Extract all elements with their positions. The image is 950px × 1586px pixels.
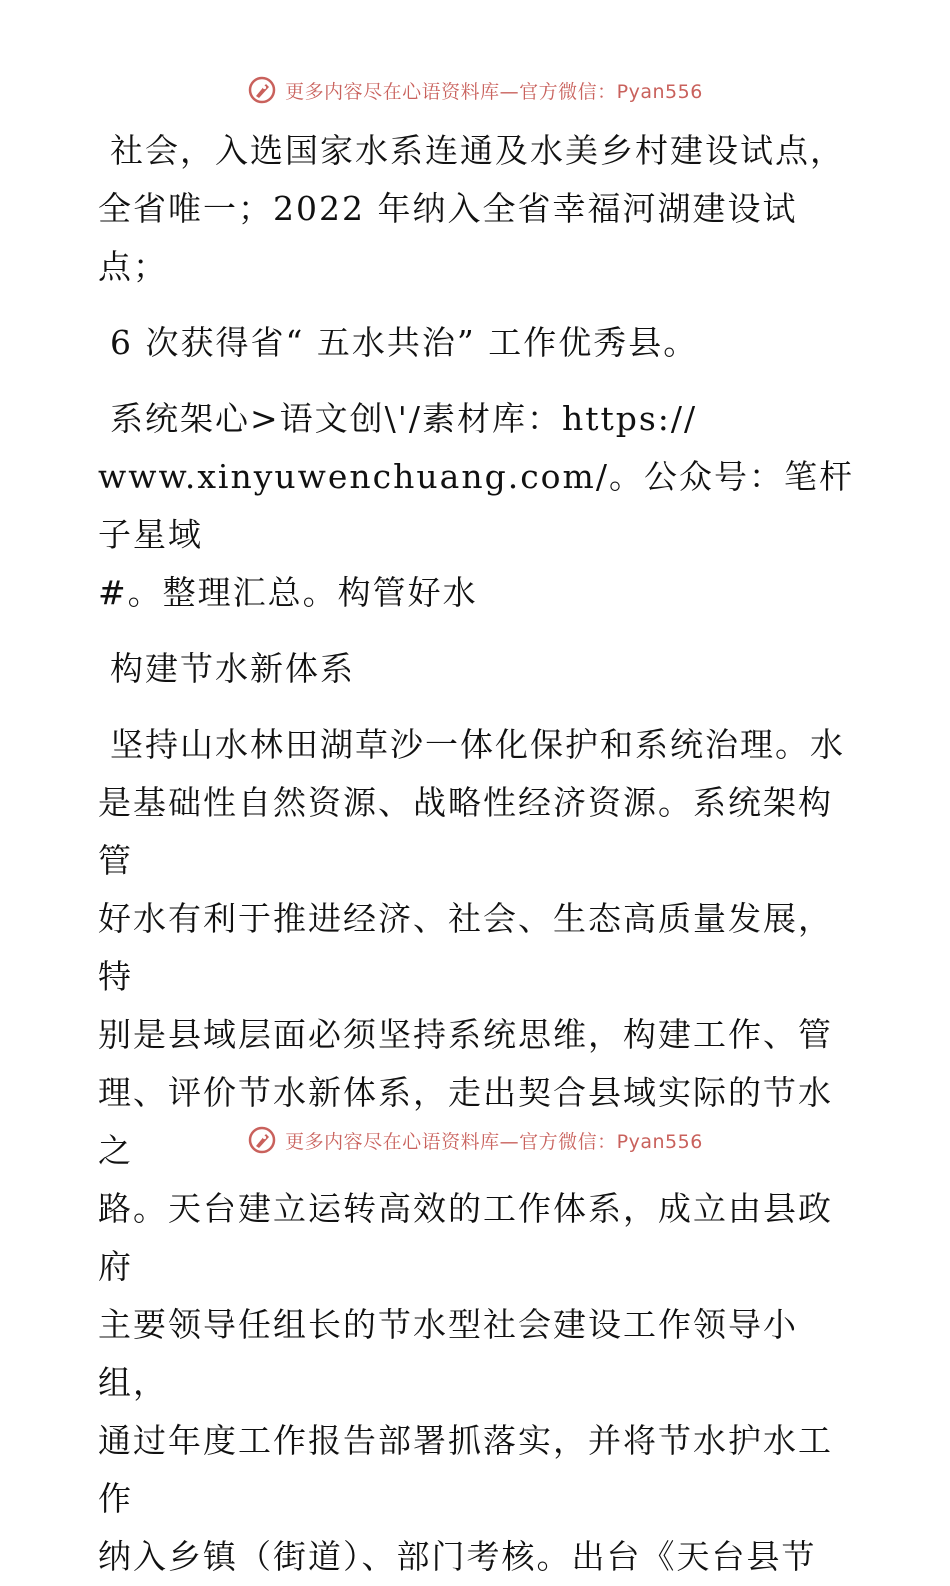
text-line: 通过年度工作报告部署抓落实，并将节水护水工作: [98, 1421, 833, 1518]
text-line: 理、评价节水新体系，走出契合县域实际的节水之: [98, 1073, 833, 1170]
watermark-text: 更多内容尽在心语资料库—官方微信：Pyan556: [285, 1130, 703, 1153]
document-body: [98, 122, 858, 1586]
text-line: 系统架心>语文创\'/素材库：https://: [110, 399, 698, 438]
pen-nib-logo-icon: [247, 75, 277, 105]
text-line: 主要领导任组长的节水型社会建设工作领导小组，: [98, 1305, 798, 1402]
text-line: #。整理汇总。构管好水: [98, 573, 478, 612]
text-line: 别是县域层面必须坚持系统思维，构建工作、管: [98, 1015, 833, 1054]
text-line: 好水有利于推进经济、社会、生态高质量发展，特: [98, 899, 833, 996]
text-line: 社会，入选国家水系连通及水美乡村建设试点，: [110, 131, 845, 170]
text-line: www.xinyuwenchuang.com/。公众号：笔杆子星域: [98, 457, 854, 554]
watermark-text: 更多内容尽在心语资料库—官方微信：Pyan556: [285, 80, 703, 103]
text-line: 纳入乡镇（街道）、部门考核。出台《天台县节: [98, 1537, 817, 1576]
text-line: 6 次获得省“ 五水共治” 工作优秀县。: [110, 323, 699, 362]
watermark-header: [0, 70, 950, 110]
text-line: 全省唯一；2022 年纳入全省幸福河湖建设试点；: [98, 189, 798, 286]
watermark-footer: [0, 1120, 950, 1160]
pen-nib-logo-icon: [247, 1125, 277, 1155]
text-line: 是基础性自然资源、战略性经济资源。系统架构管: [98, 783, 833, 880]
text-line: 路。天台建立运转高效的工作体系，成立由县政府: [98, 1189, 833, 1286]
section-heading: 构建节水新体系: [110, 649, 355, 688]
text-line: 坚持山水林田湖草沙一体化保护和系统治理。水: [110, 725, 845, 764]
